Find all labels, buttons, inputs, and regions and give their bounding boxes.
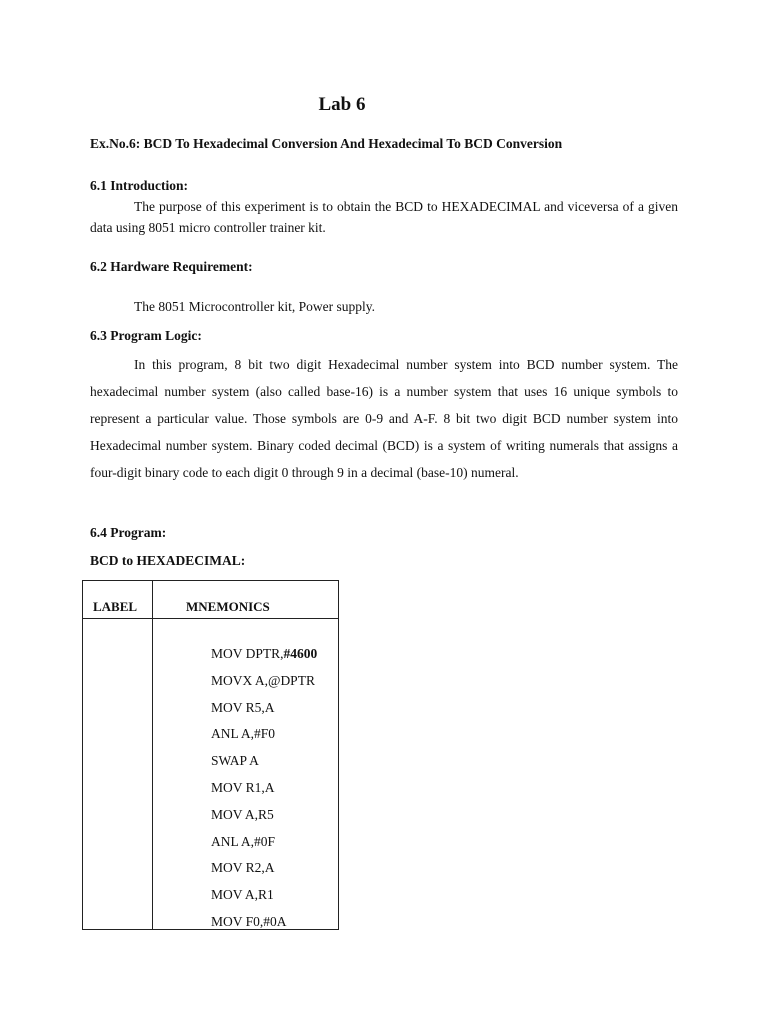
mnemonic-prefix: MOV DPTR, bbox=[211, 646, 284, 661]
mnemonic-address: #4600 bbox=[283, 646, 318, 661]
mnemonic-line: MOV A,R5 bbox=[211, 806, 274, 822]
table-header-divider bbox=[83, 618, 338, 619]
hardware-heading: 6.2 Hardware Requirement: bbox=[90, 259, 253, 274]
mnemonic-line: MOV R2,A bbox=[211, 860, 275, 876]
mnemonic-line: MOV R5,A bbox=[211, 699, 275, 715]
mnemonic-list bbox=[211, 644, 317, 939]
exercise-title: Ex.No.6: BCD To Hexadecimal Conversion And Hexadecimal To BCD Conversion bbox=[90, 136, 563, 151]
mnemonic-line: SWAP A bbox=[211, 753, 259, 769]
table-header-label: LABEL bbox=[93, 599, 138, 614]
table-header-mnemonics: MNEMONICS bbox=[186, 599, 270, 614]
mnemonic-line: ANL A,#F0 bbox=[211, 726, 276, 742]
mnemonic-line: MOV A,R1 bbox=[211, 887, 274, 903]
mnemonic-line: MOVX A,@DPTR bbox=[211, 672, 315, 688]
table-column-divider bbox=[152, 581, 153, 929]
mnemonics-table bbox=[82, 580, 339, 930]
program-heading: 6.4 Program: bbox=[90, 525, 167, 540]
logic-heading: 6.3 Program Logic: bbox=[90, 328, 202, 343]
hardware-text: The 8051 Microcontroller kit, Power supply. bbox=[134, 299, 375, 314]
introduction-heading: 6.1 Introduction: bbox=[90, 178, 189, 193]
mnemonic-line: MOV F0,#0A bbox=[211, 913, 287, 929]
introduction-text: The purpose of this experiment is to obtain the BCD to HEXADECIMAL and viceversa of a given data using 8051 micro controller trainer kit. bbox=[90, 199, 678, 235]
page-title: Lab 6 bbox=[318, 94, 366, 115]
logic-text: In this program, 8 bit two digit Hexadecimal number system into BCD number system. The hexadecimal number system (also called base-16) is a number system that uses 16 unique symbols to represent a particular value. Those symbols are 0-9 and A-F. 8 bit two digit BCD number system into Hexadecimal number system. Binary coded decimal (BCD) is a system of writing numerals that assigns a four-digit binary code to each digit 0 through 9 in a decimal (base-10) numeral. bbox=[90, 357, 678, 480]
program-subheading: BCD to HEXADECIMAL: bbox=[90, 553, 246, 568]
mnemonic-line: ANL A,#0F bbox=[211, 833, 276, 849]
mnemonic-line: MOV R1,A bbox=[211, 779, 275, 795]
mnemonic-line bbox=[211, 644, 317, 671]
